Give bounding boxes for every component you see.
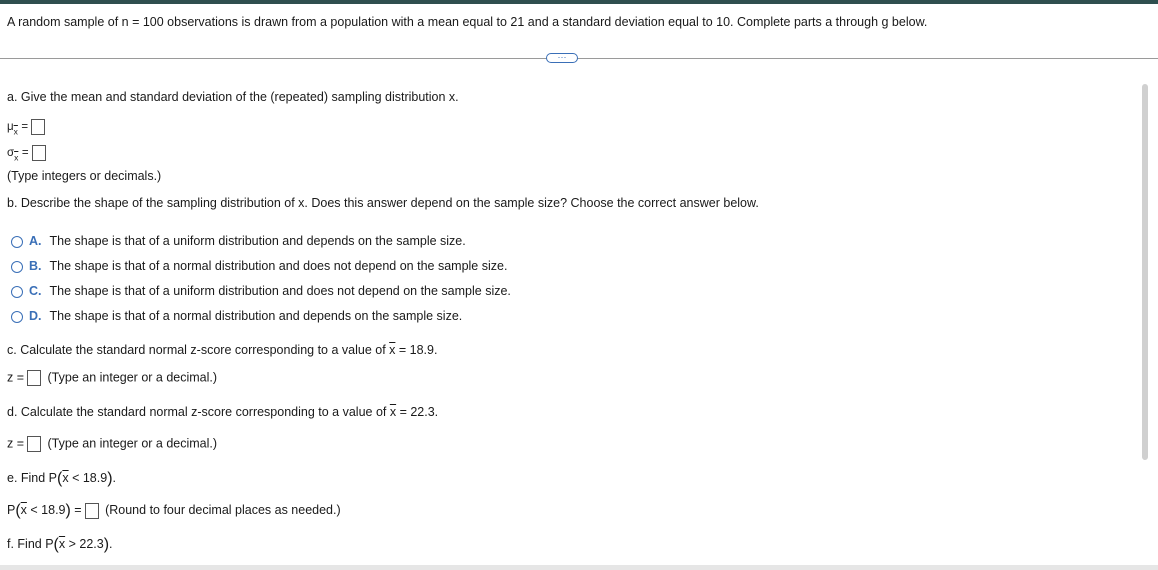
part-f-inner: > 22.3: [65, 537, 104, 551]
part-b-question: b. Describe the shape of the sampling distribution of x. Does this answer depend on the sample size? Choose the correct answer below.: [7, 196, 759, 210]
radio-a-icon[interactable]: [11, 236, 23, 248]
problem-statement: A random sample of n = 100 observations is drawn from a population with a mean equal to 21 and a standard deviation equal to 10. Complete parts a through g below.: [7, 15, 928, 29]
option-c-letter: C.: [29, 284, 42, 298]
part-e-answer-row: [7, 502, 341, 520]
radio-d-icon[interactable]: [11, 311, 23, 323]
option-a-letter: A.: [29, 234, 42, 248]
vertical-scrollbar[interactable]: [1142, 84, 1148, 460]
option-c[interactable]: [11, 284, 511, 298]
part-c-xbar: $\overline{x}$: [389, 343, 396, 357]
part-e-open-paren: (: [57, 470, 63, 487]
option-d-letter: D.: [29, 309, 42, 323]
part-d-prefix: d. Calculate the standard normal z-score corresponding to a value of: [7, 405, 390, 419]
option-d-text: The shape is that of a normal distribution and depends on the sample size.: [49, 309, 463, 323]
part-f-open-paren: (: [53, 536, 59, 553]
part-e-prob-input[interactable]: [85, 503, 99, 519]
part-f-suffix: .: [109, 537, 113, 551]
part-a-hint: (Type integers or decimals.): [7, 169, 162, 183]
sd-answer-input[interactable]: [32, 145, 46, 161]
part-d-suffix: = 22.3.: [396, 405, 439, 419]
part-e-equals: =: [70, 503, 82, 517]
part-e-prob-close-paren: ): [65, 502, 71, 519]
part-c-z-label: z =: [7, 370, 25, 385]
part-d-question: [7, 405, 438, 419]
part-c-z-input[interactable]: [27, 370, 41, 386]
part-e-hint: (Round to four decimal places as needed.): [105, 503, 341, 517]
part-e-prefix: e. Find P: [7, 471, 58, 485]
part-c-prefix: c. Calculate the standard normal z-score corresponding to a value of: [7, 343, 390, 357]
part-e-question: [7, 470, 116, 488]
option-c-text: The shape is that of a uniform distribution and does not depend on the sample size.: [49, 284, 511, 298]
mu-symbol: μ: [7, 121, 14, 133]
section-divider: [0, 58, 1158, 59]
radio-c-icon[interactable]: [11, 286, 23, 298]
option-a-text: The shape is that of a uniform distribution and depends on the sample size.: [49, 234, 466, 248]
part-c-question: [7, 343, 437, 357]
part-d-z-label: z =: [7, 436, 25, 451]
part-e-prob-open-paren: (: [15, 502, 21, 519]
part-e-close-paren: ): [107, 470, 113, 487]
part-d-answer-row: [7, 436, 217, 452]
part-e-prob-prefix: P: [7, 503, 16, 517]
option-a[interactable]: [11, 234, 466, 248]
part-d-z-input[interactable]: [27, 436, 41, 452]
part-e-inner: < 18.9: [68, 471, 108, 485]
mean-equals: =: [21, 121, 29, 133]
part-e-suffix: .: [112, 471, 116, 485]
part-e-xbar: $\overline{x}$: [62, 471, 69, 485]
part-e-prob-inner: < 18.9: [26, 503, 66, 517]
part-e-prob-xbar: $\overline{x}$: [20, 503, 27, 517]
option-b[interactable]: [11, 259, 507, 273]
sigma-symbol: σ: [7, 147, 15, 159]
part-d-xbar: $\overline{x}$: [389, 405, 397, 419]
part-f-xbar: $\overline{x}$: [58, 537, 66, 551]
top-accent-bar: [0, 0, 1158, 4]
sd-row: [7, 145, 49, 162]
part-c-suffix: = 18.9.: [395, 343, 438, 357]
part-a-question-text: a. Give the mean and standard deviation of the (repeated) sampling distribution x.: [7, 90, 459, 104]
part-f-prefix: f. Find P: [7, 537, 54, 551]
option-d[interactable]: [11, 309, 462, 323]
part-a-question: [7, 90, 459, 104]
part-f-close-paren: ): [103, 536, 110, 553]
sigma-subscript: x: [14, 152, 19, 163]
part-c-answer-row: [7, 370, 217, 386]
mean-row: [7, 119, 48, 136]
mu-subscript: x: [13, 126, 18, 137]
part-c-hint: (Type an integer or a decimal.): [47, 370, 218, 385]
bottom-bar: [0, 565, 1158, 570]
option-b-letter: B.: [29, 259, 42, 273]
part-f-question: [7, 536, 113, 554]
sd-equals: =: [21, 147, 29, 159]
more-options-button[interactable]: ···: [546, 53, 578, 63]
mean-answer-input[interactable]: [31, 119, 45, 135]
radio-b-icon[interactable]: [11, 261, 23, 273]
part-d-hint: (Type an integer or a decimal.): [47, 436, 218, 451]
option-b-text: The shape is that of a normal distribution and does not depend on the sample size.: [49, 259, 508, 273]
